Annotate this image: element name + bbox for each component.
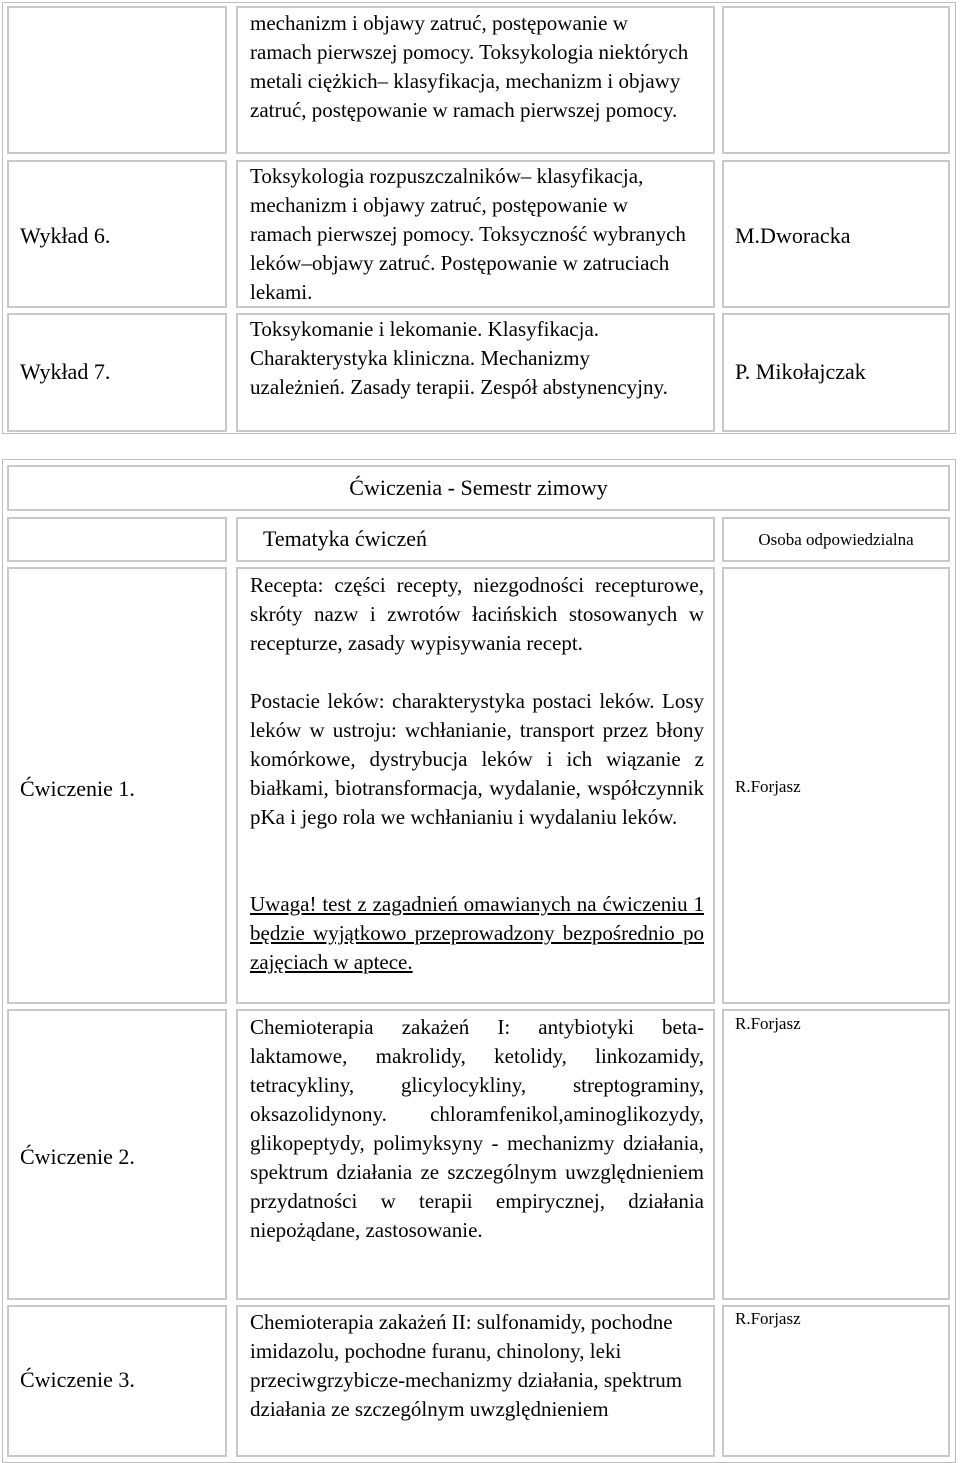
lecture-label-cell	[7, 313, 227, 432]
lecture-topic: Toksykomanie i lekomanie. Klasyfikacja. Charakterystyka kliniczna. Mechanizmy uzależnień. Zasady terapii. Zespół abstynencyjny.	[250, 317, 668, 399]
exercise-topic: Chemioterapia zakażeń I: antybiotyki beta-laktamowe, makrolidy, ketolidy, linkozamidy, tetracykliny, glicylocykliny, streptograminy, oksazolidynony. chloramfenikol,aminoglikozydy, glikopeptydy, polimyksyny - mechanizmy działania, spektrum działania ze szczególnym uwzględnieniem przydatności w terapii empirycznej, działania niepożądane, zastosowanie.	[250, 1015, 704, 1242]
section-title: Ćwiczenia - Semestr zimowy	[349, 475, 608, 500]
exercise-person: R.Forjasz	[735, 1309, 801, 1328]
lecture-label-cell	[7, 160, 227, 308]
lecture-topic: Toksykologia rozpuszczalników– klasyfikacja, mechanizm i objawy zatruć, postępowanie w ramach pierwszej pomocy. Toksyczność wybranych leków–objawy zatruć. Postępowanie w zatruciach lekami.	[250, 164, 686, 304]
exercise-person-cell	[722, 1009, 950, 1300]
exercise-person: R.Forjasz	[735, 777, 801, 796]
exercise-topic-part1: Recepta: części recepty, niezgodności recepturowe, skróty nazw i zwrotów łacińskich stosowanych w recepturze, zasady wypisywania recept.	[250, 573, 704, 655]
section-title-cell	[7, 465, 950, 511]
header-label-cell-empty	[7, 517, 227, 562]
lecture-topic-cell	[236, 313, 715, 432]
lecture-person: P. Mikołajczak	[735, 359, 866, 384]
exercise-label-cell	[7, 1305, 227, 1457]
header-topic: Tematyka ćwiczeń	[263, 526, 427, 551]
exercise-label: Ćwiczenie 3.	[20, 1367, 135, 1392]
exercise-topic: Chemioterapia zakażeń II: sulfonamidy, pochodne imidazolu, pochodne furanu, chinolony, leki przeciwgrzybicze-mechanizmy działania, spektrum działania ze szczególnym uwzględnieniem	[250, 1310, 683, 1421]
exercise-topic-cell	[236, 567, 715, 1004]
header-topic-cell	[236, 517, 715, 562]
lecture-topic-cell	[236, 160, 715, 308]
lecture-label: Wykład 7.	[20, 359, 111, 384]
lecture-person-cell	[722, 160, 950, 308]
lecture-label: Wykład 6.	[20, 223, 111, 248]
header-person-cell	[722, 517, 950, 562]
exercise-topic-part2: Postacie leków: charakterystyka postaci leków. Losy leków w ustroju: wchłanianie, transport przez błony komórkowe, dystrybucja leków i ich wiązanie z białkami, biotransformacja, wydalanie, współczynnik pKa i jego rola we wchłanianiu i wydalaniu leków.	[250, 689, 704, 829]
lecture-person: M.Dworacka	[735, 223, 851, 248]
exercise-topic-cell	[236, 1305, 715, 1457]
exercise-label-cell	[7, 567, 227, 1004]
exercise-label: Ćwiczenie 2.	[20, 1144, 135, 1169]
lecture-person-cell-empty	[722, 6, 950, 154]
exercise-note: Uwaga! test z zagadnień omawianych na ćwiczeniu 1 będzie wyjątkowo przeprowadzony bezpośrednio po zajęciach w aptece.	[250, 892, 704, 974]
exercise-person-cell	[722, 567, 950, 1004]
lecture-topic-continuation: mechanizm i objawy zatruć, postępowanie w ramach pierwszej pomocy. Toksykologia niektórych metali ciężkich– klasyfikacja, mechanizm i objawy zatruć, postępowanie w ramach pierwszej pomocy.	[250, 11, 689, 122]
lecture-label-cell-empty	[7, 6, 227, 154]
exercise-label: Ćwiczenie 1.	[20, 776, 135, 801]
exercise-person-cell	[722, 1305, 950, 1457]
header-person: Osoba odpowiedzialna	[758, 530, 914, 549]
exercise-topic-cell	[236, 1009, 715, 1300]
lecture-topic-cell	[236, 6, 715, 154]
exercise-person: R.Forjasz	[735, 1014, 801, 1033]
exercise-label-cell	[7, 1009, 227, 1300]
lecture-person-cell	[722, 313, 950, 432]
